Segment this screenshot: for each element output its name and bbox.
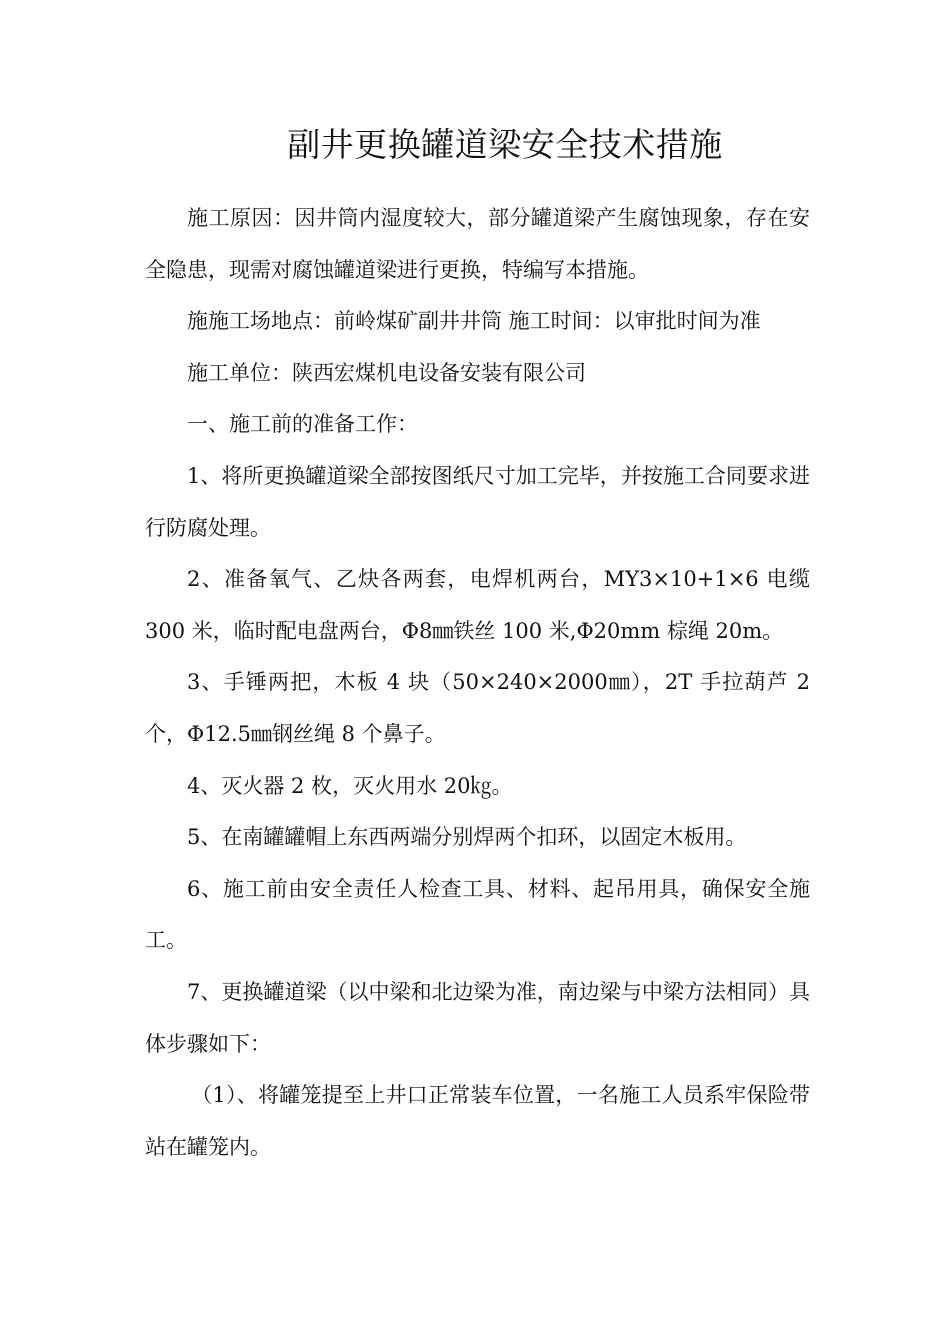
paragraph-construction-unit: 施工单位：陕西宏煤机电设备安装有限公司	[187, 360, 586, 385]
document-title: 副井更换罐道梁安全技术措施	[287, 125, 723, 164]
paragraph-site-and-time: 施施工场地点：前岭煤矿副井井筒 施工时间：以审批时间为准	[187, 309, 761, 334]
paragraph-item-4: 4、灭火器 2 枚，灭火用水 20㎏。	[187, 773, 513, 798]
section-heading-preparation: 一、施工前的准备工作：	[187, 412, 418, 437]
paragraph-item-5: 5、在南罐罐帽上东西两端分别焊两个扣环，以固定木板用。	[187, 825, 747, 850]
paragraph-item-3: 3、手锤两把，木板 4 块（50×240×2000㎜），2T 手拉葫芦 2 个，Φ12.5㎜钢丝绳 8 个鼻子。	[145, 670, 810, 746]
document-body	[145, 193, 810, 1173]
paragraph-item-1: 1、将所更换罐道梁全部按图纸尺寸加工完毕，并按施工合同要求进行防腐处理。	[145, 463, 810, 540]
paragraph-construction-reason: 施工原因：因井筒内湿度较大，部分罐道梁产生腐蚀现象，存在安全隐患，现需对腐蚀罐道梁进行更换，特编写本措施。	[145, 206, 810, 282]
paragraph-item-2: 2、准备氧气、乙炔各两套，电焊机两台，MY3×10+1×6 电缆 300 米，临时配电盘两台，Φ8㎜铁丝 100 米,Φ20mm 棕绳 20m。	[145, 567, 810, 643]
paragraph-step-1: （1）、将罐笼提至上井口正常装车位置，一名施工人员系牢保险带站在罐笼内。	[145, 1083, 810, 1159]
paragraph-item-7: 7、更换罐道梁（以中梁和北边梁为准，南边梁与中梁方法相同）具体步骤如下：	[145, 979, 810, 1056]
paragraph-item-6: 6、施工前由安全责任人检查工具、材料、起吊用具，确保安全施工。	[145, 876, 810, 953]
